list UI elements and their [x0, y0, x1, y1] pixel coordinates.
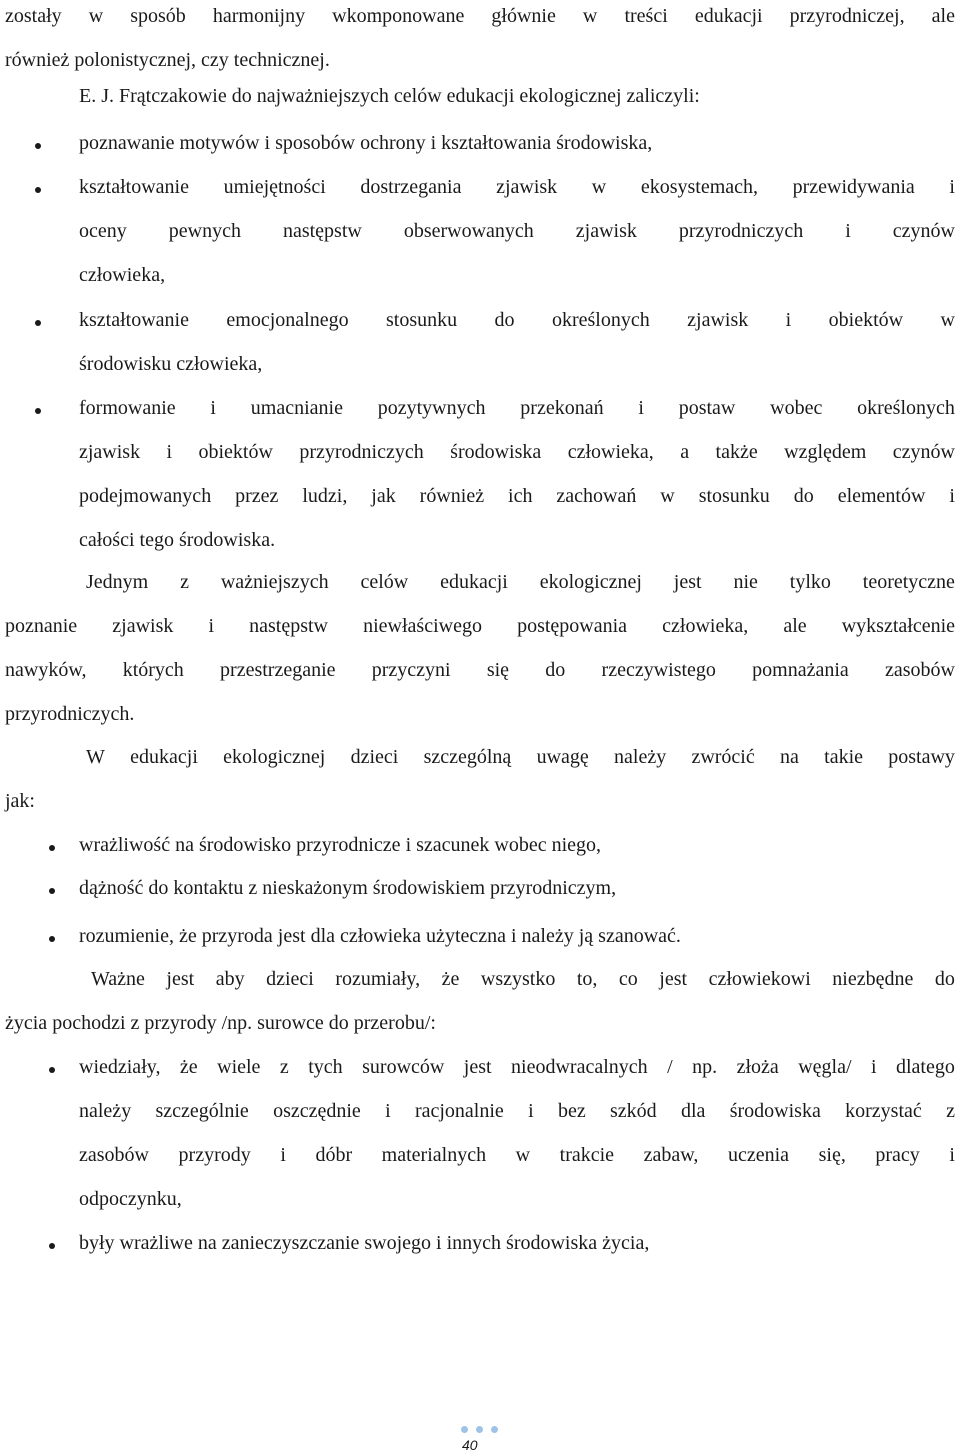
- text-line: [5, 616, 955, 636]
- word: w: [591, 176, 607, 198]
- word: również: [419, 485, 485, 507]
- word: się: [486, 659, 510, 681]
- word: dzieci: [350, 746, 399, 768]
- word: nie: [733, 571, 758, 593]
- word: edukacji: [130, 746, 198, 768]
- word: zjawisk: [575, 220, 637, 242]
- word: Ważne: [91, 968, 145, 990]
- word: teoretyczne: [862, 571, 955, 593]
- word: także: [715, 441, 758, 463]
- text-line: życia pochodzi z przyrody /np. surowce do przerobu/:: [5, 1012, 436, 1034]
- word: i: [638, 397, 644, 419]
- word: treści: [624, 5, 668, 27]
- word: dostrzegania: [360, 176, 462, 198]
- word: nawyków,: [5, 659, 87, 681]
- word: i: [785, 309, 792, 331]
- word: poznanie: [5, 615, 78, 637]
- word: kształtowanie: [79, 309, 189, 331]
- word: ludzi,: [302, 485, 348, 507]
- list-item: [79, 398, 955, 418]
- word: postaw: [678, 397, 736, 419]
- word: pozytywnych: [377, 397, 486, 419]
- text-line: [86, 572, 955, 592]
- word: stosunku: [386, 309, 458, 331]
- bullet-icon: [35, 187, 41, 193]
- word: wiele: [217, 1056, 261, 1078]
- word: zjawisk: [79, 441, 141, 463]
- word: człowieka,: [567, 441, 654, 463]
- word: dóbr: [315, 1144, 353, 1166]
- word: zasobów: [79, 1144, 149, 1166]
- word: określonych: [551, 309, 650, 331]
- word: w: [940, 309, 955, 331]
- word: uczenia: [727, 1144, 790, 1166]
- list-item-continuation: [79, 221, 955, 241]
- word: szczególnie: [155, 1100, 249, 1122]
- word: zwrócić: [691, 746, 755, 768]
- word: umiejętności: [223, 176, 326, 198]
- bullet-icon: [35, 320, 41, 326]
- word: harmonijny: [212, 5, 306, 27]
- list-item-continuation: [79, 442, 955, 462]
- word: z: [946, 1100, 955, 1122]
- word: edukacji: [440, 571, 508, 593]
- word: przyrodniczych: [299, 441, 424, 463]
- word: jest: [673, 571, 702, 593]
- word: przestrzeganie: [220, 659, 336, 681]
- word: do: [545, 659, 566, 681]
- word: formowanie: [79, 397, 176, 419]
- word: w: [582, 5, 598, 27]
- word: rzeczywistego: [601, 659, 716, 681]
- list-item: poznawanie motywów i sposobów ochrony i kształtowania środowiska,: [79, 132, 653, 154]
- word: dlatego: [895, 1056, 955, 1078]
- word: wiedziały,: [79, 1056, 161, 1078]
- word: to,: [576, 968, 598, 990]
- text-line: przyrodniczych.: [5, 703, 135, 725]
- word: czynów: [892, 220, 955, 242]
- word: człowieka,: [662, 615, 749, 637]
- text-line: jak:: [5, 790, 35, 812]
- text-line: [5, 660, 955, 680]
- word: nieodwracalnych: [511, 1056, 648, 1078]
- word: złoża: [736, 1056, 779, 1078]
- word: zabaw,: [643, 1144, 699, 1166]
- word: a: [680, 441, 690, 463]
- word: np.: [692, 1056, 718, 1078]
- word: jak: [371, 485, 396, 507]
- word: zasobów: [885, 659, 955, 681]
- word: z: [279, 1056, 289, 1078]
- word: w: [660, 485, 675, 507]
- word: przyrodniczych: [678, 220, 804, 242]
- word: że: [179, 1056, 198, 1078]
- word: na: [780, 746, 799, 768]
- text-line: E. J. Frątczakowie do najważniejszych celów edukacji ekologicznej zaliczyli:: [79, 85, 700, 107]
- word: obiektów: [198, 441, 273, 463]
- word: oszczędnie: [273, 1100, 361, 1122]
- word: zjawisk: [687, 309, 749, 331]
- footer-ornament: [461, 1426, 498, 1433]
- bullet-icon: [49, 888, 55, 894]
- word: postawy: [888, 746, 955, 768]
- word: tych: [308, 1056, 343, 1078]
- text-line: [5, 6, 955, 26]
- word: przekonań: [520, 397, 604, 419]
- text-line: [86, 747, 955, 767]
- word: postępowania: [517, 615, 628, 637]
- word: jest: [463, 1056, 492, 1078]
- word: przez: [235, 485, 279, 507]
- word: wobec: [770, 397, 823, 419]
- dot-icon: [491, 1426, 498, 1433]
- word: do: [793, 485, 814, 507]
- word: kształtowanie: [79, 176, 189, 198]
- word: co: [618, 968, 638, 990]
- word: do: [494, 309, 515, 331]
- word: celów: [360, 571, 409, 593]
- list-item-continuation: odpoczynku,: [79, 1188, 182, 1210]
- word: następstw: [282, 220, 362, 242]
- word: racjonalnie: [414, 1100, 504, 1122]
- word: pewnych: [168, 220, 241, 242]
- list-item: były wrażliwe na zanieczyszczanie swojego i innych środowiska życia,: [79, 1232, 650, 1254]
- word: umacnianie: [250, 397, 343, 419]
- word: i: [528, 1100, 534, 1122]
- list-item: dążność do kontaktu z nieskażonym środowiskiem przyrodniczym,: [79, 877, 617, 899]
- word: pracy: [875, 1144, 920, 1166]
- word: w: [88, 5, 104, 27]
- bullet-icon: [35, 408, 41, 414]
- word: przyczyni: [371, 659, 451, 681]
- list-item: rozumienie, że przyroda jest dla człowieka użyteczna i należy ją szanować.: [79, 925, 681, 947]
- bullet-icon: [49, 845, 55, 851]
- word: i: [845, 220, 851, 242]
- word: głównie: [491, 5, 556, 27]
- word: przewidywania: [792, 176, 915, 198]
- word: szczególną: [423, 746, 512, 768]
- word: trakcie: [559, 1144, 615, 1166]
- word: sposób: [130, 5, 186, 27]
- text-line: [91, 969, 955, 989]
- word: emocjonalnego: [226, 309, 349, 331]
- word: należy: [79, 1100, 132, 1122]
- word: środowiska: [450, 441, 542, 463]
- list-item-continuation: [79, 1101, 955, 1121]
- word: i: [385, 1100, 391, 1122]
- word: rozumiały,: [335, 968, 421, 990]
- list-item: [79, 310, 955, 330]
- word: pomnażania: [752, 659, 849, 681]
- word: się,: [818, 1144, 846, 1166]
- word: i: [280, 1144, 286, 1166]
- word: człowiekowi: [708, 968, 811, 990]
- bullet-icon: [49, 1067, 55, 1073]
- list-item-continuation: [79, 1145, 955, 1165]
- word: jest: [659, 968, 688, 990]
- word: surowców: [362, 1056, 445, 1078]
- word: i: [949, 1144, 955, 1166]
- word: wkomponowane: [332, 5, 465, 27]
- word: elementów: [837, 485, 926, 507]
- word: jest: [166, 968, 195, 990]
- word: tylko: [789, 571, 831, 593]
- word: wykształcenie: [841, 615, 955, 637]
- list-item-continuation: człowieka,: [79, 264, 166, 286]
- dot-icon: [476, 1426, 483, 1433]
- list-item: [79, 1057, 955, 1077]
- word: zjawisk: [496, 176, 558, 198]
- word: ale: [931, 5, 955, 27]
- word: należy: [614, 746, 667, 768]
- word: zjawisk: [112, 615, 174, 637]
- list-item-continuation: całości tego środowiska.: [79, 529, 276, 551]
- word: ekologicznej: [223, 746, 326, 768]
- word: bez: [557, 1100, 586, 1122]
- word: do: [934, 968, 955, 990]
- text-line: również polonistycznej, czy technicznej.: [5, 49, 330, 71]
- word: i: [210, 397, 216, 419]
- word: uwagę: [536, 746, 589, 768]
- word: zostały: [5, 5, 62, 27]
- word: z: [180, 571, 189, 593]
- word: i: [949, 485, 955, 507]
- word: ale: [783, 615, 807, 637]
- word: oceny: [79, 220, 127, 242]
- word: stosunku: [698, 485, 770, 507]
- word: i: [949, 176, 955, 198]
- word: czynów: [892, 441, 955, 463]
- list-item-continuation: [79, 486, 955, 506]
- dot-icon: [461, 1426, 468, 1433]
- word: obserwowanych: [403, 220, 534, 242]
- bullet-icon: [49, 1243, 55, 1249]
- list-item: [79, 177, 955, 197]
- word: podejmowanych: [79, 485, 212, 507]
- word: ekologicznej: [539, 571, 642, 593]
- word: środowiska: [729, 1100, 821, 1122]
- page-number: 40: [462, 1437, 478, 1453]
- list-item-continuation: środowisku człowieka,: [79, 353, 263, 375]
- word: określonych: [857, 397, 955, 419]
- word: i: [166, 441, 173, 463]
- bullet-icon: [49, 936, 55, 942]
- word: następstw: [249, 615, 329, 637]
- word: i: [870, 1056, 877, 1078]
- word: przyrodniczej,: [789, 5, 905, 27]
- word: W: [86, 746, 105, 768]
- word: wszystko: [480, 968, 556, 990]
- word: /: [667, 1056, 673, 1078]
- word: że: [441, 968, 460, 990]
- word: dla: [680, 1100, 706, 1122]
- bullet-icon: [35, 143, 41, 149]
- word: aby: [215, 968, 245, 990]
- word: niezbędne: [832, 968, 914, 990]
- word: takie: [824, 746, 864, 768]
- word: niewłaściwego: [363, 615, 482, 637]
- word: dzieci: [266, 968, 314, 990]
- word: węgla/: [798, 1056, 852, 1078]
- word: materialnych: [381, 1144, 487, 1166]
- word: przyrody: [178, 1144, 251, 1166]
- word: ich: [508, 485, 533, 507]
- word: ekosystemach,: [640, 176, 759, 198]
- word: szkód: [610, 1100, 657, 1122]
- word: których: [122, 659, 184, 681]
- word: obiektów: [828, 309, 904, 331]
- word: względem: [784, 441, 867, 463]
- word: korzystać: [845, 1100, 922, 1122]
- word: zachowań: [556, 485, 637, 507]
- word: ważniejszych: [220, 571, 329, 593]
- list-item: wrażliwość na środowisko przyrodnicze i szacunek wobec niego,: [79, 834, 602, 856]
- word: i: [208, 615, 215, 637]
- word: Jednym: [86, 571, 149, 593]
- word: edukacji: [694, 5, 763, 27]
- word: w: [515, 1144, 531, 1166]
